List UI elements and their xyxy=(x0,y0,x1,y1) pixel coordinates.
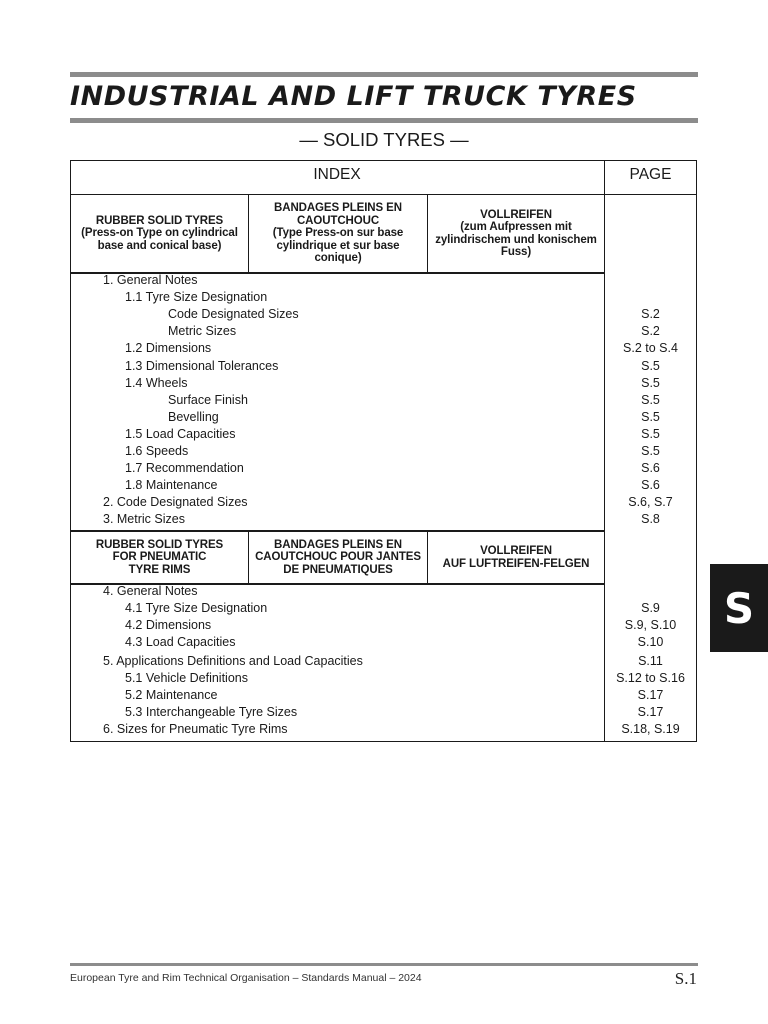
index-entry-page: S.5 xyxy=(641,444,660,458)
index-entry-title: 5.2 Maintenance xyxy=(125,688,218,702)
index-table xyxy=(70,160,697,742)
index-entry-title: 2. Code Designated Sizes xyxy=(103,495,248,510)
index-entry xyxy=(70,600,697,617)
index-entry xyxy=(70,426,697,443)
table-border-bottom xyxy=(70,741,697,742)
index-entry xyxy=(70,704,697,721)
index-entry-title: Bevelling xyxy=(168,409,219,424)
section1-header-german: VOLLREIFEN (zum Aufpressen mit zylindrischem und konischem Fuss) xyxy=(435,208,597,258)
index-entry-title: 1. General Notes xyxy=(103,273,198,287)
index-entry-title: 4.2 Dimensions xyxy=(125,618,212,632)
index-entry-title: 4.1 Tyre Size Designation xyxy=(125,601,268,615)
section2-header-german: VOLLREIFEN AUF LUFTREIFEN-FELGEN xyxy=(442,545,590,570)
section1-col-divider-1 xyxy=(248,194,249,273)
title-underline xyxy=(70,118,698,123)
index-entry-title: 6. Sizes for Pneumatic Tyre Rims xyxy=(103,722,288,736)
index-entry xyxy=(70,375,697,392)
section1-col-divider-2 xyxy=(427,194,428,273)
index-entry-page: S.9, S.10 xyxy=(624,618,677,632)
section1-header-english: RUBBER SOLID TYRES (Press-on Type on cylindrical base and conical base) xyxy=(81,214,238,252)
index-entry xyxy=(70,340,697,357)
index-column-title: INDEX xyxy=(313,166,361,183)
index-entry-page: S.2 to S.4 xyxy=(623,341,678,356)
index-entry xyxy=(70,477,697,494)
index-entry xyxy=(70,721,697,738)
index-entry-page: S.2 xyxy=(641,307,660,322)
index-entry-page: S.17 xyxy=(637,688,664,702)
index-entry-page: S.6, S.7 xyxy=(628,495,673,510)
index-entry-page: S.17 xyxy=(637,705,664,719)
section2-header-english: RUBBER SOLID TYRES FOR PNEUMATIC TYRE RIMS xyxy=(95,538,224,576)
index-entry-title: 1.4 Wheels xyxy=(125,375,188,390)
index-entry-page: S.6 xyxy=(641,478,660,493)
index-entry-title: 1.3 Dimensional Tolerances xyxy=(125,358,279,373)
index-entry xyxy=(70,306,697,323)
index-entry xyxy=(70,289,697,306)
index-entry-page: S.5 xyxy=(641,375,660,390)
index-entry-title: 5. Applications Definitions and Load Capacities xyxy=(103,654,363,668)
index-entry xyxy=(70,583,697,600)
index-entry-page: S.5 xyxy=(641,358,660,373)
index-entry-page: S.6 xyxy=(641,461,660,476)
page-subtitle: — SOLID TYRES — xyxy=(299,129,469,150)
index-entry-page: S.12 to S.16 xyxy=(616,671,685,685)
index-entry xyxy=(70,272,697,289)
index-entry-title: 3. Metric Sizes xyxy=(103,512,185,527)
index-entry-title: 1.5 Load Capacities xyxy=(125,426,236,441)
top-rule xyxy=(70,72,698,77)
index-entry-title: 1.2 Dimensions xyxy=(125,341,212,356)
index-entry xyxy=(70,617,697,634)
index-entry-page: S.11 xyxy=(638,654,663,668)
section2-col-divider-1 xyxy=(248,531,249,584)
index-entry xyxy=(70,323,697,340)
section2-col-divider-2 xyxy=(427,531,428,584)
index-entry-page: S.9 xyxy=(641,601,660,615)
index-entry xyxy=(70,392,697,409)
index-entry-title: 5.1 Vehicle Definitions xyxy=(125,671,248,685)
footer-page-number: S.1 xyxy=(674,969,697,988)
index-entry-title: 5.3 Interchangeable Tyre Sizes xyxy=(125,705,298,719)
index-entry-page: S.2 xyxy=(641,324,660,339)
index-entry-title: Code Designated Sizes xyxy=(168,307,299,322)
footer-publisher: European Tyre and Rim Technical Organisation – Standards Manual – 2024 xyxy=(70,972,422,984)
index-entry-page: S.10 xyxy=(637,635,664,649)
index-entry-title: 4. General Notes xyxy=(103,584,198,598)
page-column-title: PAGE xyxy=(629,166,672,183)
section2-header-french: BANDAGES PLEINS EN CAOUTCHOUC POUR JANTES DE PNEUMATIQUES xyxy=(255,538,421,576)
index-entry xyxy=(70,460,697,477)
index-entry-title: 1.8 Maintenance xyxy=(125,478,218,493)
index-entry-page: S.5 xyxy=(641,426,660,441)
page-title: INDUSTRIAL AND LIFT TRUCK TYRES xyxy=(70,81,637,112)
index-entry xyxy=(70,511,697,528)
index-entry xyxy=(70,670,697,687)
index-entry xyxy=(70,443,697,460)
index-entry-title: 4.3 Load Capacities xyxy=(125,635,236,649)
index-entry-title: 1.6 Speeds xyxy=(125,444,189,458)
index-entry-page: S.18, S.19 xyxy=(621,722,680,736)
section-tab-marker: S xyxy=(710,564,768,652)
index-entry-title: Metric Sizes xyxy=(168,324,237,339)
index-entry xyxy=(70,687,697,704)
index-entry xyxy=(70,409,697,426)
index-entry xyxy=(70,634,697,651)
footer-rule xyxy=(70,963,698,966)
index-entry-title: 1.1 Tyre Size Designation xyxy=(125,290,268,305)
index-entry-page: S.5 xyxy=(641,392,660,407)
index-entry xyxy=(70,653,697,670)
index-entry xyxy=(70,358,697,375)
section1-header-french: BANDAGES PLEINS EN CAOUTCHOUC (Type Press-on sur base cylindrique et sur base conique) xyxy=(272,202,404,265)
index-entry xyxy=(70,494,697,511)
index-entry-page: S.8 xyxy=(641,512,660,527)
index-entry-title: Surface Finish xyxy=(168,392,248,407)
index-entry-title: 1.7 Recommendation xyxy=(125,461,244,476)
index-entry-page: S.5 xyxy=(641,409,660,424)
